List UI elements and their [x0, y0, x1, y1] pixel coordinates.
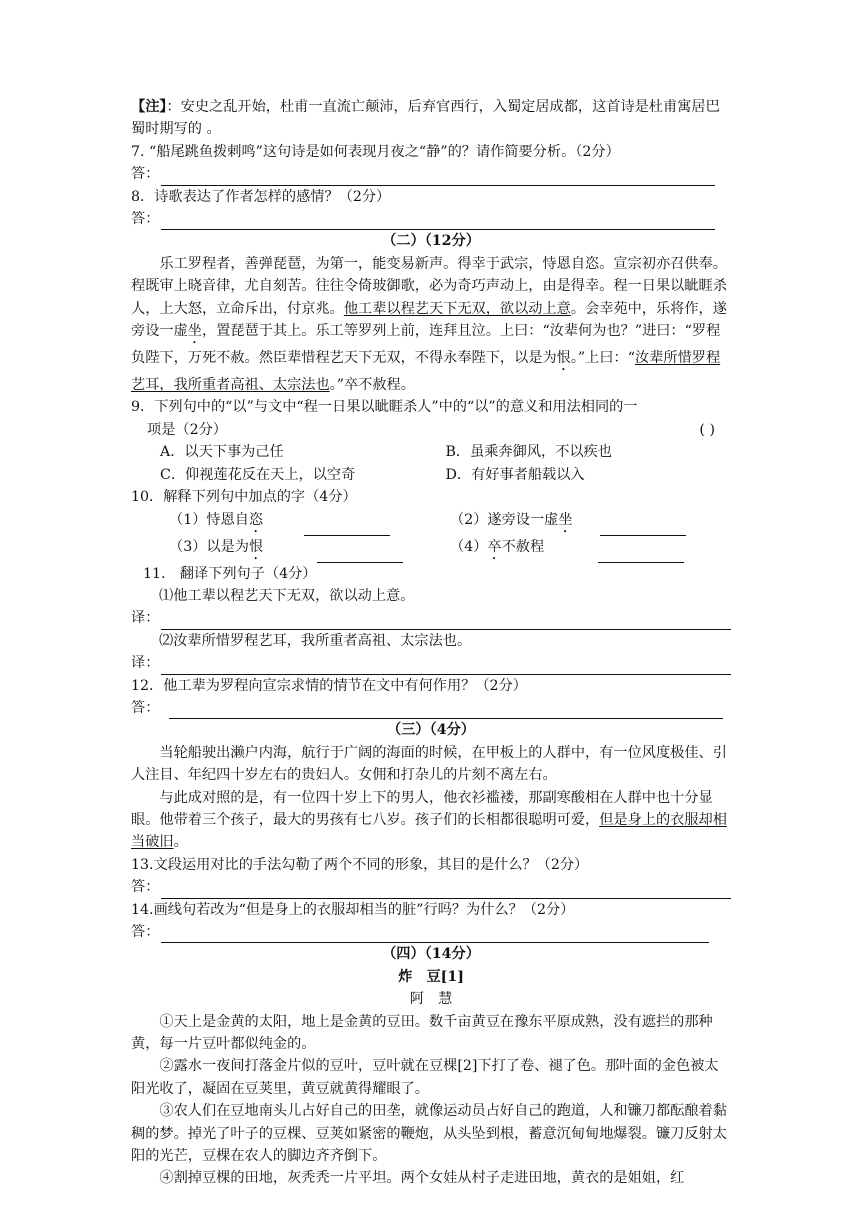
article-paragraph-1: ①天上是金黄的太阳，地上是金黄的豆田。数千亩黄豆在豫东平原成熟，没有遮拦的那种黄，每一片豆叶都似纯金的。	[131, 1013, 713, 1053]
answer-label: 答：	[131, 924, 160, 940]
blank-3[interactable]	[317, 548, 403, 563]
underlined-sentence-1: 他工辈以程艺天下无双，欲以动上意	[343, 300, 571, 317]
question-10: 10．解释下列句中加点的字（4分）	[131, 489, 357, 506]
underlined-sentence-2: 汝辈所惜罗程艺耳，我所重者高祖、太宗法也	[131, 350, 721, 394]
q11-sentence-1: ⑴他工辈以程艺天下无双，欲以动上意。	[159, 587, 415, 604]
article-author: 阿 慧	[409, 991, 453, 1008]
translate-label: 译：	[131, 610, 160, 627]
passage-ship-p2: 与此成对照的是，有一位四十岁上下的男人，他衣衫褴褛，那副寒酸相在人群中也十分显眼。他带着三个孩子，最大的男孩有七八岁。孩子们的长相都很聪明可爱，但是身上的衣服却相当破旧。	[131, 789, 727, 851]
note-text: ：安史之乱开始，杜甫一直流亡颠沛，后弃官西行，入蜀定居成都，这首诗是杜甫寓居巴蜀时期写的 。	[131, 99, 720, 138]
dotted-char: 恨	[556, 350, 571, 367]
blank-1[interactable]	[304, 521, 390, 536]
option-d[interactable]: D．有好事者船载以入	[445, 466, 585, 483]
answer-line-13[interactable]	[131, 876, 731, 898]
q10-row-1	[131, 509, 731, 536]
q10-item-1: （1）恃恩自恣	[169, 509, 450, 536]
poem-note	[131, 96, 731, 141]
translate-line-2[interactable]	[131, 652, 731, 674]
q11-sentence-2: ⑵汝辈所惜罗程艺耳，我所重者高祖、太宗法也。	[159, 632, 472, 649]
article-paragraph-2: ②露水一夜间打落金片似的豆叶，豆叶就在豆棵[2]下打了卷、褪了色。那叶面的金色被太阳光收了，凝固在豆荚里，黄豆就黄得耀眼了。	[131, 1058, 719, 1097]
section-4-heading: （四）（14分）	[382, 946, 480, 963]
blank-2[interactable]	[600, 521, 686, 536]
question-9: 9．下列句中的“以”与文中“程一日果以眦睚杀人”中的“以”的意义和用法相同的一	[131, 399, 638, 416]
passage-ship-p1: 当轮船驶出濑户内海，航行于广阔的海面的时候，在甲板上的人群中，有一位风度极佳、引人注目、年纪四十岁左右的贵妇人。女佣和打杂儿的片刻不离左右。	[131, 744, 727, 784]
q10-item-3: （3）以是为恨	[169, 536, 450, 563]
answer-line-12[interactable]	[131, 697, 731, 719]
question-14: 14.画线句若改为“但是身上的衣服却相当的脏”行吗？为什么？（2分）	[131, 901, 575, 918]
answer-line-8[interactable]	[131, 208, 731, 230]
section-2-heading: （二）（12分）	[382, 233, 480, 250]
options-row-2	[131, 464, 731, 486]
options-row-1	[131, 441, 731, 463]
underlined-sentence-3: 但是身上的衣服却相当破旧	[131, 811, 727, 851]
translate-label: 译：	[131, 655, 160, 672]
option-c[interactable]: C．仰视莲花反在天上，以空奇	[160, 466, 356, 483]
option-b[interactable]: B．虽乘奔御风，不以疾也	[445, 444, 612, 461]
q10-item-4: （4）卒不赦程	[450, 536, 731, 563]
answer-label: 答：	[131, 879, 160, 896]
answer-label: 答：	[131, 166, 160, 183]
article-paragraph-4: ④割掉豆棵的田地，灰秃秃一片平坦。两个女娃从村子走进田地，黄衣的是姐姐，红	[159, 1170, 685, 1187]
answer-label: 答：	[131, 211, 160, 228]
exam-page	[131, 96, 731, 1190]
question-11: 11. 翻译下列句子（4分）	[143, 565, 317, 582]
option-a[interactable]: A．以天下事为己任	[160, 444, 284, 461]
translate-line-1[interactable]	[131, 607, 731, 629]
blank-4[interactable]	[598, 548, 684, 563]
question-7: 7. “船尾跳鱼拨剌鸣”这句诗是如何表现月夜之“静”的？请作简要分析。（2分）	[131, 143, 620, 160]
answer-line-7[interactable]	[131, 163, 731, 185]
article-title: 炸 豆[1]	[398, 968, 464, 985]
question-9-cont: 项是（2分）	[147, 421, 227, 438]
answer-line-14[interactable]	[131, 921, 731, 943]
answer-label: 答：	[131, 699, 160, 716]
question-12: 12．他工辈为罗程向宣宗求情的情节在文中有何作用？（2分）	[131, 677, 527, 694]
q10-item-2: （2）遂旁设一虚坐	[450, 509, 731, 536]
article-paragraph-3: ③农人们在豆地南头儿占好自己的田垄，就像运动员占好自己的跑道，人和镰刀都酝酿着黏稠的梦。掉光了叶子的豆棵、豆荚如紧密的鞭炮，从头坠到根，蓄意沉甸甸地爆裂。镰刀反射太阳的光芒，豆棵在农人的脚边齐齐倒下。	[131, 1103, 727, 1165]
question-8: 8．诗歌表达了作者怎样的感情？（2分）	[131, 188, 391, 205]
passage-luo-cheng: 乐工罗程者，善弹琵琶，为第一，能变易新声。得幸于武宗，恃恩自恣。宣宗初亦召供奉。程既审上晓音律，尤自刻苦。往往令倚玻御歌，必为奇巧声动上，由是得幸。程一日果以眦睚杀人，上大怒，立命斥出，付京兆。他工辈以程艺天下无双，欲以动上意。会幸苑中，乐将作，遂旁设一虚坐，置琵琶于其上。乐工等罗列上前，连拜且泣。上曰：“汝辈何为也？”进曰：“罗程负陛下，万死不赦。然臣辈惜程艺天下无双，不得永奉陛下，以是为恨。”上曰：“汝辈所惜罗程艺耳，我所重者高祖、太宗法也。”卒不赦程。	[131, 255, 727, 394]
answer-paren[interactable]: ( )	[699, 421, 715, 438]
q10-row-2	[131, 536, 731, 563]
dotted-char: 坐	[187, 323, 202, 340]
question-13: 13.文段运用对比的手法勾勒了两个不同的形象，其目的是什么？（2分）	[131, 856, 589, 873]
section-3-heading: （三）（4分）	[387, 722, 475, 739]
note-label: 【注】	[131, 99, 167, 115]
